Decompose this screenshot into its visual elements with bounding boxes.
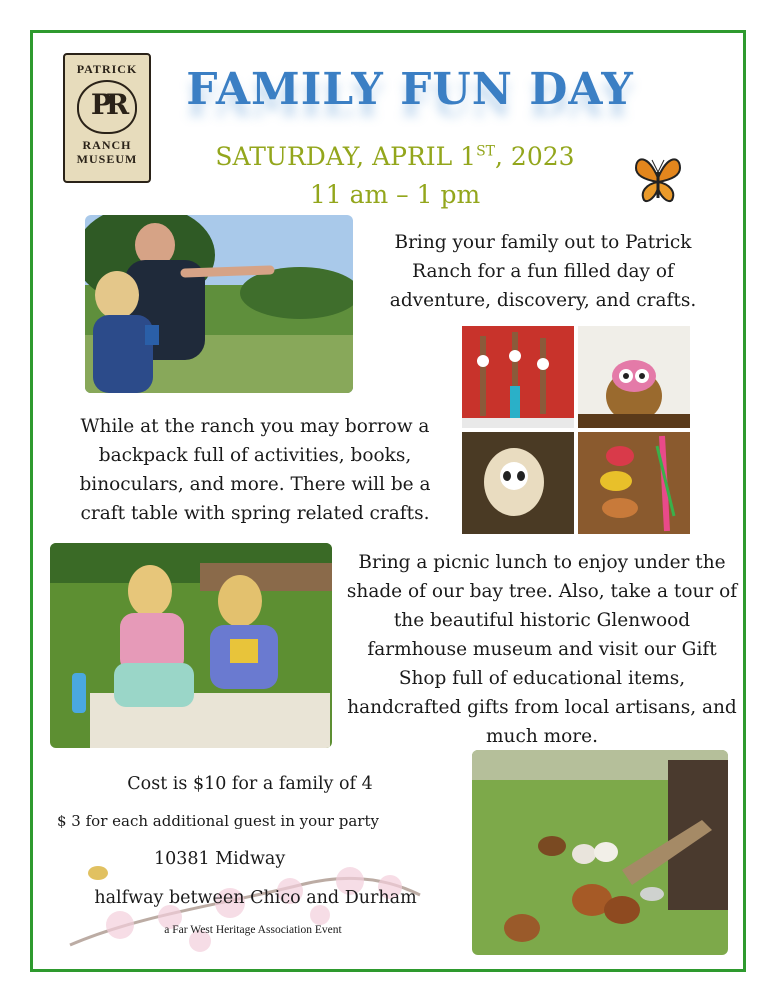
picnic-paragraph: Bring a picnic lunch to enjoy under the shade of our bay tree. Also, take a tour of the beautiful historic Glenwood farmhouse museum and visit our Gift Shop full of educational items, handcrafted gifts from local artisans, and much more. bbox=[346, 552, 738, 747]
butterfly-icon bbox=[630, 148, 686, 214]
backpack-paragraph: While at the ranch you may borrow a backpack full of activities, books, binoculars, and more. There will be a craft table with spring related crafts. bbox=[79, 416, 431, 524]
event-title: FAMILY FUN DAY bbox=[186, 64, 634, 115]
photo-kids-picnic bbox=[50, 543, 332, 748]
patrick-ranch-logo bbox=[63, 53, 151, 183]
logo-line-3: MUSEUM bbox=[76, 152, 138, 166]
crafts-collage bbox=[462, 326, 690, 534]
additional-guest-text: $ 3 for each additional guest in your party bbox=[57, 812, 379, 830]
location-text: halfway between Chico and Durham bbox=[94, 888, 417, 908]
organization-text: a Far West Heritage Association Event bbox=[164, 924, 342, 936]
event-date: SATURDAY, APRIL 1ST, 2023 bbox=[215, 142, 575, 171]
event-time: 11 am – 1 pm bbox=[309, 180, 481, 209]
address-text: 10381 Midway bbox=[154, 849, 286, 869]
photo-chickens bbox=[472, 750, 728, 955]
logo-line-1: PATRICK bbox=[76, 62, 138, 76]
photo-mother-and-child bbox=[85, 215, 353, 393]
logo-line-2: RANCH bbox=[82, 138, 132, 152]
intro-paragraph: Bring your family out to Patrick Ranch for a fun filled day of adventure, discovery, and crafts. bbox=[389, 232, 697, 311]
logo-monogram: PR bbox=[77, 80, 137, 134]
cost-text: Cost is $10 for a family of 4 bbox=[127, 774, 373, 794]
